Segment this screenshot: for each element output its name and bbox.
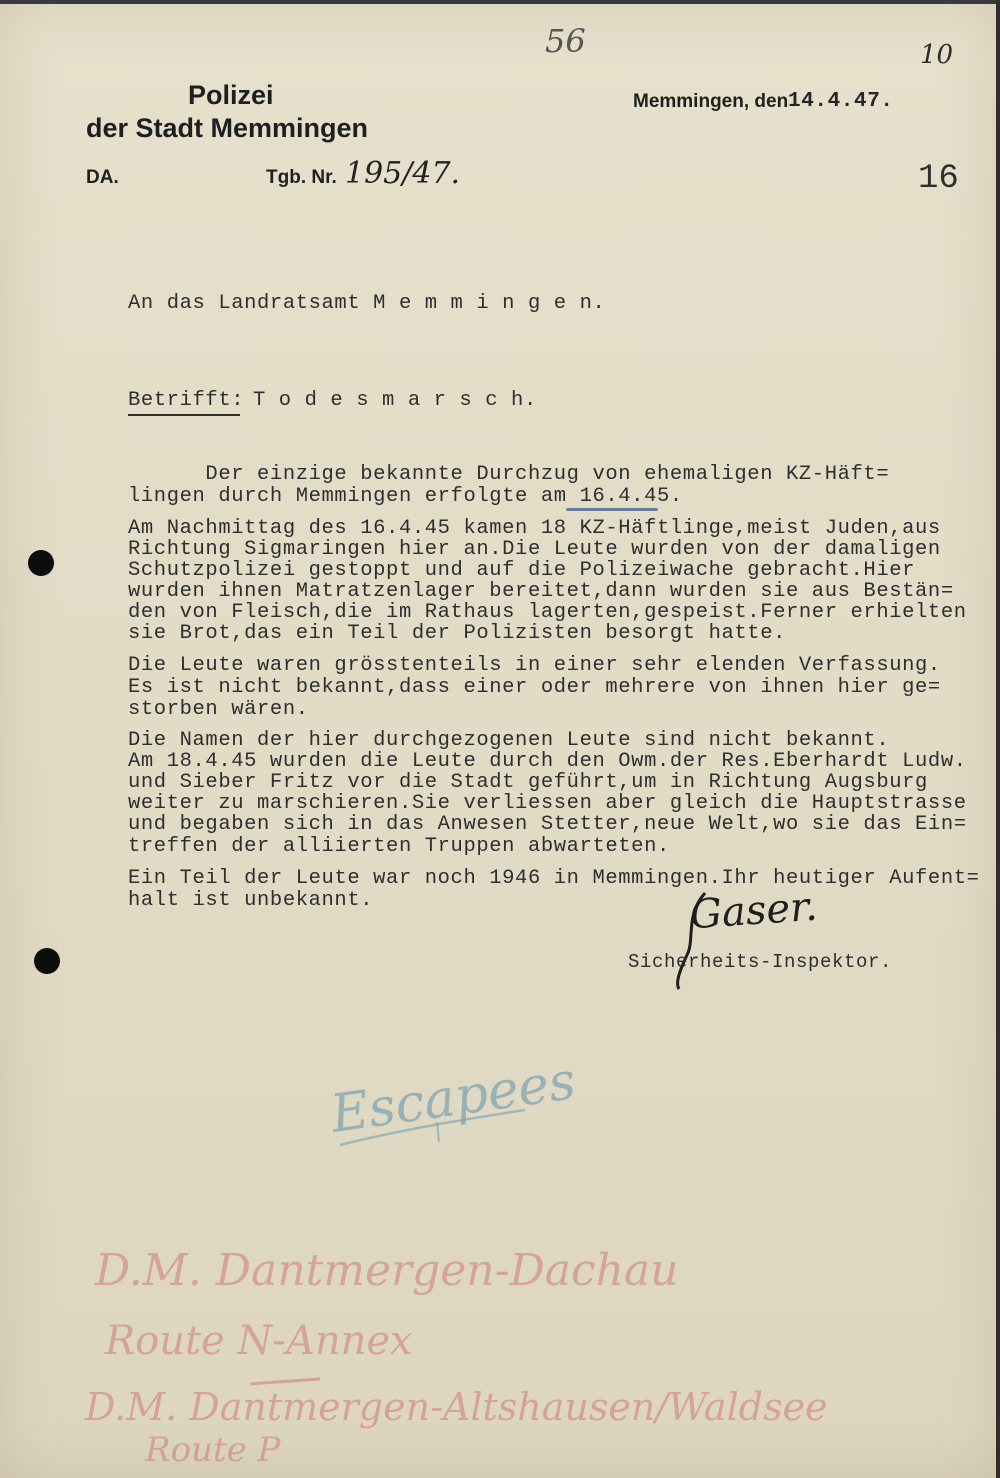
letterhead-line1: Polizei: [188, 80, 274, 110]
escapees-strike: [340, 1100, 530, 1160]
body-line-2: lingen durch Memmingen erfolgte am 16.4.45.: [128, 485, 683, 508]
tgb-label: Tgb. Nr.: [266, 167, 337, 188]
escapees-note: Escapees: [327, 1051, 580, 1145]
body-line-14: und Sieber Fritz vor die Stadt geführt,um in Richtung Augsburg: [128, 771, 928, 794]
subject-text: T o d e s m a r s c h.: [253, 389, 537, 412]
folio-right-number: 10: [920, 40, 954, 70]
signature-scrawl: Gaser.: [688, 883, 819, 939]
body-line-1: Der einzige bekannte Durchzug von ehemaligen KZ-Häft=: [128, 463, 890, 486]
body-line-11: storben wären.: [128, 698, 309, 721]
punch-hole-bottom: [34, 948, 60, 974]
archive-note-1: D.M. Dantmergen-Dachau: [95, 1245, 679, 1296]
body-line-4: Richtung Sigmaringen hier an.Die Leute wurden von der damaligen: [128, 538, 941, 561]
body-line-15: weiter zu marschieren.Sie verliessen aber gleich die Hauptstrasse: [128, 792, 967, 815]
archive-note-3: D.M. Dantmergen-Altshausen/Waldsee: [85, 1385, 828, 1429]
date-underline: [566, 508, 658, 511]
body-line-6: wurden ihnen Matratzenlager bereitet,dann wurden sie aus Bestän=: [128, 580, 954, 603]
page-number: 16: [918, 160, 959, 198]
archive-note-2: Route N-Annex: [105, 1318, 413, 1364]
recipient-line: An das Landratsamt M e m m i n g e n.: [128, 292, 606, 315]
body-line-16: und begaben sich in das Anwesen Stetter,neue Welt,wo sie das Ein=: [128, 813, 967, 836]
body-line-10: Es ist nicht bekannt,dass einer oder mehrere von ihnen hier ge=: [128, 676, 941, 699]
signature-stroke: [665, 885, 725, 995]
folio-top-number: 56: [545, 22, 586, 60]
body-line-12: Die Namen der hier durchgezogenen Leute sind nicht bekannt.: [128, 729, 890, 752]
body-line-8: sie Brot,das ein Teil der Polizisten besorgt hatte.: [128, 622, 787, 645]
body-line-3: Am Nachmittag des 16.4.45 kamen 18 KZ-Häftlinge,meist Juden,aus: [128, 517, 941, 540]
archive-note-4: Route P: [145, 1430, 281, 1470]
body-line-17: treffen der alliierten Truppen abwarteten.: [128, 835, 670, 858]
place-date-label: Memmingen, den: [633, 91, 789, 112]
body-line-5: Schutzpolizei gestoppt und auf die Polizeiwache gebracht.Hier: [128, 559, 916, 582]
body-line-7: den von Fleisch,die im Rathaus lagerten,gespeist.Ferner erhielten: [128, 601, 967, 624]
letter-date: 14.4.47.: [788, 90, 894, 113]
body-line-18: Ein Teil der Leute war noch 1946 in Memmingen.Ihr heutiger Aufent=: [128, 867, 980, 890]
tgb-number: 195/47.: [345, 156, 461, 191]
letterhead-line2: der Stadt Memmingen: [86, 113, 369, 143]
body-line-9: Die Leute waren grösstenteils in einer sehr elenden Verfassung.: [128, 654, 941, 677]
body-line-19: halt ist unbekannt.: [128, 889, 374, 912]
subject-label: Betrifft:: [128, 389, 245, 412]
body-line-13: Am 18.4.45 wurden die Leute durch den Owm.der Res.Eberhardt Ludw.: [128, 750, 967, 773]
subject-underline: [128, 414, 240, 416]
signature-title: Sicherheits-Inspektor.: [628, 951, 893, 973]
punch-hole-top: [28, 550, 54, 576]
department-code: DA.: [86, 167, 119, 188]
